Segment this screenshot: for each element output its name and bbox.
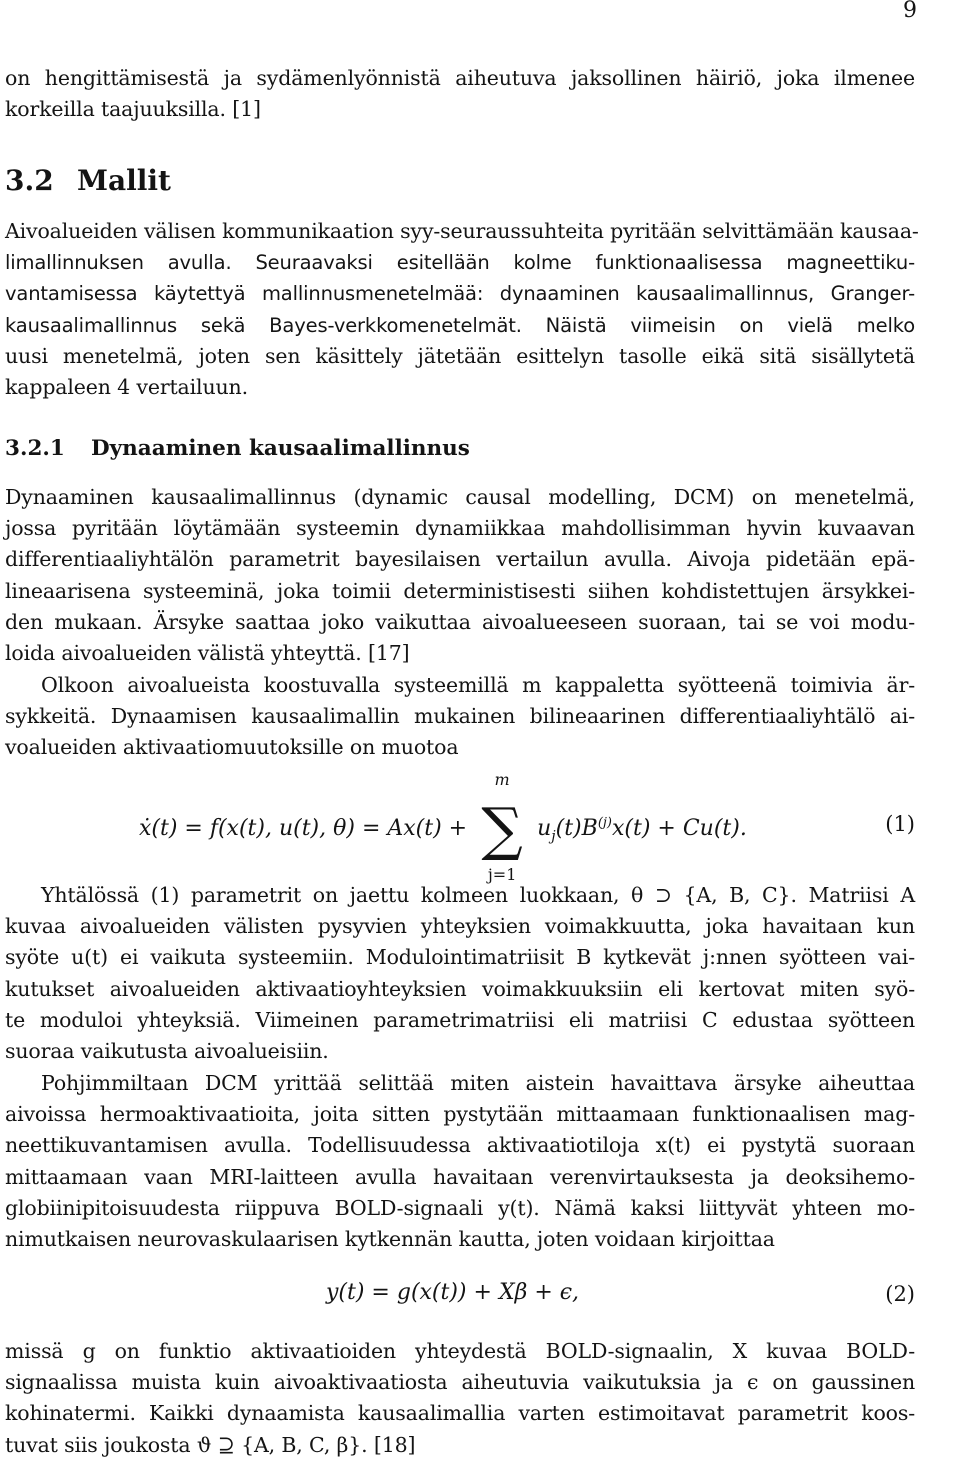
text-line: Dynaaminen kausaalimallinnus (dynamic causal modelling, DCM) on menetelmä, <box>5 485 915 509</box>
equation-2 <box>0 1280 960 1314</box>
text-line: missä g on funktio aktivaatioiden yhteydestä BOLD-signaalin, X kuvaa BOLD- <box>5 1339 915 1363</box>
paragraph-dcm-intro <box>5 482 915 669</box>
equation-1-superscript: (j) <box>597 815 612 831</box>
section-number: 3.2 <box>5 164 54 197</box>
sigma-symbol: ∑ <box>481 795 523 863</box>
text-line: den mukaan. Ärsyke saattaa joko vaikuttaa aivoalueeseen suoraan, tai se voi modu- <box>5 609 915 634</box>
paragraph-bold-signal <box>5 1068 915 1255</box>
text-line: kutukset aivoalueiden aktivaatioyhteyksien voimakkuuksiin eli kertovat miten syö- <box>5 976 915 1001</box>
equation-1-lhs: ẋ(t) = f(x(t), u(t), θ) = Ax(t) + <box>139 816 468 841</box>
equation-1 <box>0 770 960 884</box>
subsection-number: 3.2.1 <box>5 436 65 461</box>
equation-1-rhs: u <box>537 816 552 841</box>
summation <box>474 770 530 884</box>
text-line: neettikuvantamisen avulla. Todellisuudessa aktivaatiotiloja x(t) ei pystytä suoraan <box>5 1133 915 1158</box>
text-line: kohinatermi. Kaikki dynaamista kausaalimallia varten estimoitavat parametrit koos- <box>5 1401 915 1426</box>
text-line: Aivoalueiden välisen kommunikaation syy-seuraussuhteita pyritään selvittämään kausaa- <box>5 219 919 243</box>
equation-2-body: y(t) = g(x(t)) + Xβ + ϵ, <box>326 1280 580 1305</box>
text-line: jossa pyritään löytämään systeemin dynamiikkaa mahdollisimman hyvin kuvaavan <box>5 516 915 541</box>
equation-1-number: (1) <box>885 812 915 836</box>
text-line: nimutkaisen neurovaskulaarisen kytkennän kautta, joten voidaan kirjoittaa <box>5 1226 775 1251</box>
paragraph-dcm-model <box>5 670 915 764</box>
text-line: kuvaa aivoalueiden välisten pysyvien yhteyksien voimakkuutta, joka havaitaan kun <box>5 914 915 939</box>
text-line: korkeilla taajuuksilla. [1] <box>5 97 261 122</box>
paragraph-continuation <box>5 63 915 125</box>
equation-2-number: (2) <box>885 1282 915 1306</box>
text-line: lineaarisena systeeminä, joka toimii deterministisesti siihen kohdistettujen ärsykkei- <box>5 578 915 603</box>
text-line: kausaalimallinnus sekä Bayes-verkkomenetelmät. Näistä viimeisin on vielä melko <box>5 313 915 337</box>
paragraph-mallit <box>5 216 919 403</box>
sum-lower-limit: j=1 <box>487 865 517 884</box>
subsection-heading <box>5 436 470 461</box>
text-line: suoraa vaikutusta aivoalueisiin. <box>5 1038 329 1063</box>
text-line: on hengittämisestä ja sydämenlyönnistä aiheutuva jaksollinen häiriö, joka ilmenee <box>5 66 915 90</box>
text-line: te moduloi yhteyksiä. Viimeinen parametrimatriisi eli matriisi C edustaa syötteen <box>5 1007 915 1032</box>
text-line: loida aivoalueiden välistä yhteyttä. [17] <box>5 640 410 665</box>
text-line: Olkoon aivoalueista koostuvalla systeemillä m kappaletta syötteenä toimivia är- <box>41 673 915 697</box>
equation-1-rhs-end: x(t) + Cu(t). <box>612 816 747 841</box>
paragraph-parameters <box>5 880 915 1067</box>
equation-1-rhs-mid: (t)B <box>555 816 598 841</box>
section-heading <box>5 164 171 197</box>
sum-upper-limit: m <box>494 770 510 789</box>
text-line: limallinnuksen avulla. Seuraavaksi esitellään kolme funktionaalisessa magneettiku- <box>5 251 915 275</box>
text-line: vantamisessa käytettyä mallinnusmenetelmää: dynaaminen kausaalimallinnus, Granger- <box>5 282 915 306</box>
text-line: syöte u(t) ei vaikuta systeemiin. Modulointimatriisit B kytkevät j:nnen syötteen vai- <box>5 945 915 970</box>
text-line: mittaamaan vaan MRI-laitteen avulla havaitaan verenvirtauksesta ja deoksihemo- <box>5 1164 915 1189</box>
subsection-title: Dynaaminen kausaalimallinnus <box>91 436 470 461</box>
equation-1-subscript: j <box>551 828 556 845</box>
text-line: sykkeitä. Dynaamisen kausaalimallin mukainen bilineaarinen differentiaaliyhtälö ai- <box>5 704 915 729</box>
text-line: Yhtälössä (1) parametrit on jaettu kolmeen luokkaan, θ ⊃ {A, B, C}. Matriisi A <box>41 883 915 907</box>
text-line: voalueiden aktivaatiomuutoksille on muotoa <box>5 735 459 760</box>
text-line: globiinipitoisuudesta riippuva BOLD-signaali y(t). Nämä kaksi liittyvät yhteen mo- <box>5 1195 915 1220</box>
text-line: uusi menetelmä, joten sen käsittely jätetään esittelyn tasolle eikä sitä sisällytetä <box>5 343 915 368</box>
text-line: kappaleen 4 vertailuun. <box>5 374 248 399</box>
text-line: aivoissa hermoaktivaatioita, joita sitten pystytään mittaamaan funktionaalisen mag- <box>5 1102 915 1127</box>
section-title: Mallit <box>77 164 171 197</box>
text-line: tuvat siis joukosta ϑ ⊇ {A, B, C, β}. [18] <box>5 1432 416 1457</box>
paragraph-final <box>5 1336 915 1461</box>
text-line: signaalissa muista kuin aivoaktivaatiosta aiheutuvia vaikutuksia ja ϵ on gaussinen <box>5 1370 915 1395</box>
text-line: Pohjimmiltaan DCM yrittää selittää miten aistein havaittava ärsyke aiheuttaa <box>41 1071 915 1095</box>
page-number: 9 <box>903 0 917 23</box>
text-line: differentiaaliyhtälön parametrit bayesilaisen vertailun avulla. Aivoja pidetään epä- <box>5 547 915 572</box>
